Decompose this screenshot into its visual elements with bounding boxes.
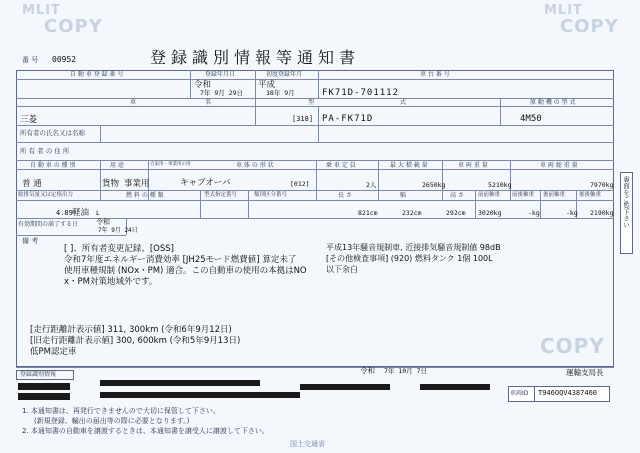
vehicle-id-value: T946OQV4387460 xyxy=(538,389,598,397)
see-reverse-tab: 裏面をご覧下さい xyxy=(620,172,633,254)
registration-info-label: 登録識別情報 xyxy=(20,371,57,378)
issue-date-era: 令和 xyxy=(360,366,375,375)
chassis-label: 車 台 番 号 xyxy=(420,71,450,78)
engine-model-value: 4M50 xyxy=(520,114,542,124)
low-pm-note: 低PM認定車 xyxy=(30,347,77,357)
first-reg-value: 18年 9月 xyxy=(266,89,295,97)
front-front-axle-label: 前前軸重 xyxy=(478,192,501,198)
front-rear-axle-label: 前後軸重 xyxy=(512,192,535,198)
max-load-label: 最 大 積 載 量 xyxy=(390,162,428,169)
ministry-logo-text: 国土交通省 xyxy=(290,440,325,448)
displacement-unit: L xyxy=(96,209,100,217)
width-value: 232cm xyxy=(402,209,422,217)
number-label: 番 号 xyxy=(22,56,39,64)
reg-date-era: 令和 xyxy=(194,80,212,90)
engine-model-label: 原 動 機 の 型 式 xyxy=(530,99,576,106)
watermark-copy: COPY xyxy=(540,334,605,358)
reg-number-label: 自 動 車 登 録 番 号 xyxy=(70,71,124,78)
height-value: 292cm xyxy=(446,209,466,217)
validity-date: 7年 9月 24日 xyxy=(98,227,138,234)
model-label-2: 式 xyxy=(400,99,407,106)
name-label: 名 xyxy=(205,99,212,106)
rear-front-axle-value: -kg xyxy=(566,209,578,217)
note-line: (新規登録、輸出の届出等の際に必要となります。) xyxy=(34,417,190,425)
displacement-value: 4.89 xyxy=(56,209,73,217)
validity-label: 有効期間の満了する日 xyxy=(18,221,79,228)
purpose-value: 事業用 xyxy=(124,179,150,189)
remarks-left-line: [ ]、所有者変更記録、[OSS] xyxy=(64,244,174,254)
front-front-axle-value: 3020kg xyxy=(478,209,502,217)
redacted-block xyxy=(300,384,390,390)
odometer-line: [走行距離計表示値] 311, 300km (令和6年9月12日) xyxy=(30,325,232,335)
watermark-mlit: MLIT xyxy=(544,3,583,18)
make-label: 車 xyxy=(130,99,137,106)
fuel-value: 軽油 xyxy=(72,208,90,218)
issue-date: 7年 10月 7日 xyxy=(384,367,427,375)
remarks-right-line: 以下余白 xyxy=(326,265,358,274)
model-value: PA-FK71D xyxy=(322,114,374,124)
redacted-block xyxy=(100,392,300,398)
watermark-copy: COPY xyxy=(44,16,103,37)
weight-value: 5210kg xyxy=(488,181,512,189)
redacted-block xyxy=(420,384,490,390)
note-line: 1. 本通知書は、再発行できませんので大切に保管して下さい。 xyxy=(22,407,220,415)
document-number: 00952 xyxy=(52,55,77,64)
owner-address-label: 所 有 者 の 住 所 xyxy=(20,147,70,155)
use-value: 貨物 xyxy=(102,179,120,189)
validity-era: 令和 xyxy=(96,218,110,226)
make-value: 三菱 xyxy=(20,115,38,125)
purpose-label: 自家用・事業用の別 xyxy=(150,162,191,167)
watermark-copy: COPY xyxy=(560,16,619,37)
rear-rear-axle-value: 2190kg xyxy=(590,209,614,217)
rear-front-axle-label: 後前軸重 xyxy=(543,192,566,198)
reg-date-label: 登録年月日 xyxy=(205,71,236,78)
displacement-label: 総排気量又は定格出力 xyxy=(18,192,74,198)
page-title: 登録識別情報等通知書 xyxy=(150,48,361,67)
vehicle-id-label: 車両ID xyxy=(510,390,529,397)
class-no-label: 類別区分番号 xyxy=(254,192,288,198)
reg-date-value: 7年 9月 29日 xyxy=(200,89,243,97)
remarks-left-line: 使用車種規制 (NOx・PM) 適合。この自動車の使用の本拠はNO xyxy=(64,266,307,276)
office-title: 運輸支局長 xyxy=(566,368,604,377)
first-reg-label: 初度登録年月 xyxy=(266,71,303,78)
watermark-mlit: MLIT xyxy=(22,3,61,18)
remarks-right-line: [その他検査事項] (920) 燃料タンク 1個 100L xyxy=(326,254,493,263)
width-label: 幅 xyxy=(400,192,407,199)
type-no-label: 型式指定番号 xyxy=(204,192,238,198)
chassis-number: FK71D-701112 xyxy=(322,88,400,98)
model-code: [318] xyxy=(292,115,314,123)
height-label: 高 さ xyxy=(450,192,464,199)
remarks-right-line: 平成13年騒音規制車, 近接排気騒音規制値 98dB xyxy=(326,243,501,252)
remarks-left-line: 令和7年度エネルギー消費効率 [JH25モード燃費値] 算定未了 xyxy=(64,255,297,265)
capacity-label: 乗 車 定 員 xyxy=(326,162,356,169)
weight-label: 車 両 重 量 xyxy=(458,162,488,169)
body-value: キャブオーバ xyxy=(180,178,231,188)
length-label: 長 さ xyxy=(338,192,352,199)
kind-label: 自 動 車 の 種 別 xyxy=(30,162,76,169)
body-label: 車 体 の 形 状 xyxy=(236,162,274,169)
gross-weight-value: 7970kg xyxy=(590,181,614,189)
model-label: 型 xyxy=(308,99,315,106)
front-rear-axle-value: -kg xyxy=(528,209,540,217)
note-line: 2. 本通知書の自動車を譲渡するときは、本通知書を譲受人に譲渡して下さい。 xyxy=(22,427,269,435)
body-code: [012] xyxy=(290,180,310,188)
odometer-line: [旧走行距離計表示値] 300, 600km (令和5年9月13日) xyxy=(30,336,241,346)
redacted-block xyxy=(18,393,70,400)
redacted-block xyxy=(18,383,70,390)
max-load-value: 2650kg xyxy=(422,181,446,189)
remarks-left-line: x・PM対策地域外です。 xyxy=(64,277,158,287)
rear-rear-axle-label: 後後軸重 xyxy=(579,192,602,198)
fuel-label: 燃 料 の 種 類 xyxy=(126,192,164,199)
redacted-block xyxy=(100,380,260,386)
gross-weight-label: 車 両 総 重 量 xyxy=(540,162,578,169)
capacity-value: 2人 xyxy=(366,181,377,189)
first-reg-era: 平成 xyxy=(258,80,276,90)
use-label: 用 途 xyxy=(110,162,124,169)
owner-name-label: 所有者の氏名又は名称 xyxy=(20,129,85,137)
length-value: 821cm xyxy=(358,209,378,217)
remarks-label: 備 考 xyxy=(22,237,39,245)
kind-value: 普 通 xyxy=(22,179,42,189)
